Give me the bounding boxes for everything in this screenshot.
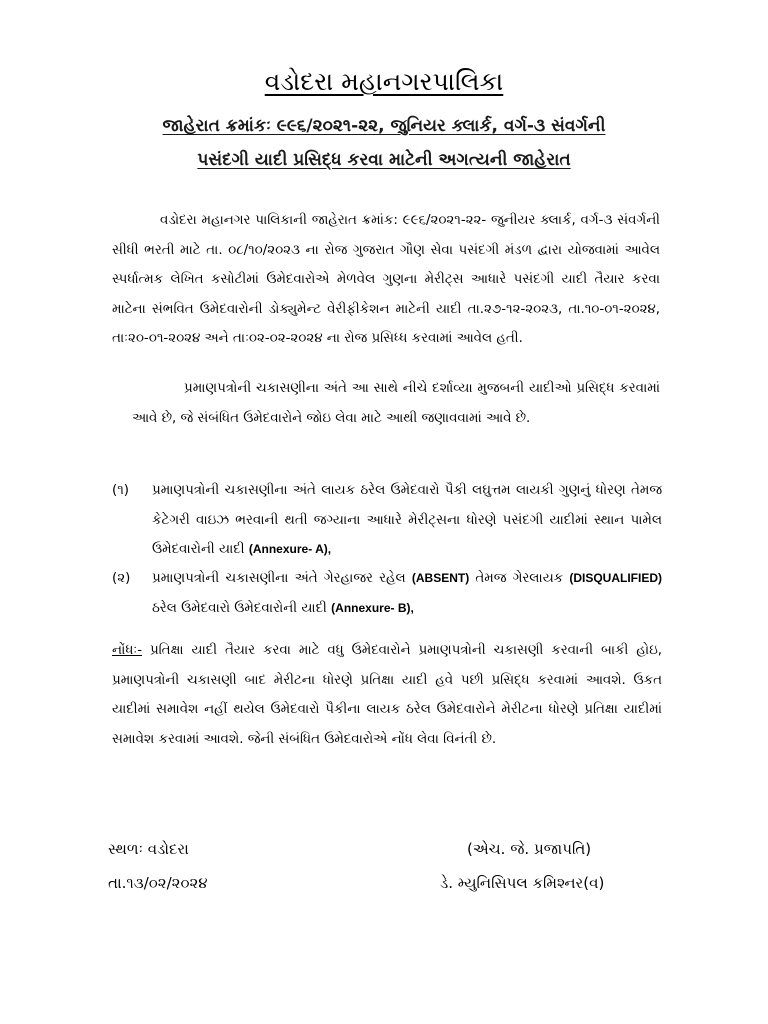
subtitle-line-1 bbox=[0, 114, 768, 138]
list-item-2-number: (૨) bbox=[112, 571, 131, 586]
list-item-1-number: (૧) bbox=[112, 483, 130, 498]
signatory-title: ડે. મ્યુનિસિપલ કમિશ્નર(વ) bbox=[440, 874, 605, 892]
note-text bbox=[112, 636, 662, 754]
date-line: તા.૧૩/૦૨/૨૦૨૪ bbox=[108, 874, 208, 892]
note-block bbox=[112, 636, 662, 754]
absent-label: (ABSENT) bbox=[411, 571, 470, 585]
list-item-1 bbox=[112, 476, 662, 565]
list-item-2-body-a: પ્રમાણપત્રોની ચકાસણીના અંતે ગેરહાજર રહેલ bbox=[152, 571, 406, 586]
list-item-2 bbox=[112, 564, 662, 623]
body-paragraph-2 bbox=[132, 374, 660, 433]
subtitle-line-2 bbox=[0, 148, 768, 172]
subtitle-line-2-text: પસંદગી યાદી પ્રસિદ્ધ કરવા માટેની અગત્યની જાહેરાત bbox=[197, 150, 571, 170]
subtitle-line-1-text: જાહેરાત ક્રમાંકઃ ૯૯૬/૨૦૨૧-૨૨, જુનિયર ક્લાર્ક, વર્ગ-૩ સંવર્ગની bbox=[162, 116, 606, 136]
disqualified-label: (DISQUALIFIED) bbox=[569, 571, 662, 585]
list-item-1-text bbox=[152, 476, 662, 565]
list-item-2-text bbox=[152, 564, 662, 623]
body-paragraph-2-text: પ્રમાણપત્રોની ચકાસણીના અંતે આ સાથે નીચે દર્શાવ્યા મુજબની યાદીઓ પ્રસિદ્ધ કરવામાં આવે છે, જે સંબંધિત ઉમેદવારોને જોઇ લેવા માટે આથી જણાવવામાં આવે છે. bbox=[132, 381, 660, 426]
note-label: નોંધઃ- bbox=[112, 643, 143, 658]
page-title-text: વડોદરા મહાનગરપાલિકા bbox=[264, 67, 504, 96]
page-title bbox=[0, 66, 768, 98]
list-item-2-body-b: તેમજ ગેરલાયક bbox=[475, 571, 564, 586]
body-paragraph-1 bbox=[112, 206, 660, 354]
place-line: સ્થળઃ વડોદરા bbox=[108, 840, 189, 858]
annexure-b-label: (Annexure- B), bbox=[331, 600, 414, 615]
body-paragraph-1-text: વડોદરા મહાનગર પાલિકાની જાહેરાત ક્રમાંક: ૯૯૬/૨૦૨૧-૨૨- જુનીયર ક્લાર્ક, વર્ગ-૩ સંવર્ગની સીધી ભરતી માટે તા. ૦૮/૧૦/૨૦૨૩ ના રોજ ગુજરાત ગૌણ સેવા પસંદગી મંડળ દ્વારા યોજવામાં આવેલ સ્પર્ધાત્મક લેખિત કસોટીમાં ઉમેદવારોએ મેળવેલ ગુણના મેરીટ્સ આધારે પસંદગી યાદી તૈયાર કરવા માટેના સંભવિત ઉમેદવારોની ડોક્યુમેન્ટ વેરીફીકેશન માટેની યાદી તા.૨૭-૧૨-૨૦૨૩, તા.૧૦-૦૧-૨૦૨૪, તાઃ૨૦-૦૧-૨૦૨૪ અને તાઃ૦૨-૦૨-૨૦૨૪ ના રોજ પ્રસિધ્ધ કરવામાં આવેલ હતી. bbox=[112, 213, 660, 346]
note-body: પ્રતિક્ષા યાદી તૈયાર કરવા માટે વધુ ઉમેદવારોને પ્રમાણપત્રોની ચકાસણી કરવાની બાકી હોઇ, પ્રમાણપત્રોની ચકાસણી બાદ મેરીટના ધોરણે પ્રતિક્ષા યાદી હવે પછી પ્રસિદ્ધ કરવામાં આવશે. ઉકત યાદીમાં સમાવેશ નહીં થયેલ ઉમેદવારો પૈકીના લાયક ઠરેલ ઉમેદવારોને મેરીટના ધોરણે પ્રતિક્ષા યાદીમાં સમાવેશ કરવામાં આવશે. જેની સંબંધિત ઉમેદવારોએ નોંધ લેવા વિનંતી છે. bbox=[112, 643, 662, 747]
list-item-2-body-c: ઠરેલ ઉમેદવારો ઉમેદવારોની યાદી bbox=[152, 600, 327, 616]
signatory-name: (એચ. જે. પ્રજાપતિ) bbox=[467, 840, 592, 858]
annexure-a-label: (Annexure- A), bbox=[248, 542, 332, 556]
list-item-1-body: પ્રમાણપત્રોની ચકાસણીના અંતે લાયક ઠરેલ ઉમેદવારો પૈકી લઘુત્તમ લાયકી ગુણનું ધોરણ તેમજ કેટેગરી વાઇઝ ભરવાની થતી જગ્યાના આધારે મેરીટ્સના ધોરણે પસંદગી યાદીમાં સ્થાન પામેલ ઉમેદવારોની યાદી bbox=[152, 483, 662, 557]
